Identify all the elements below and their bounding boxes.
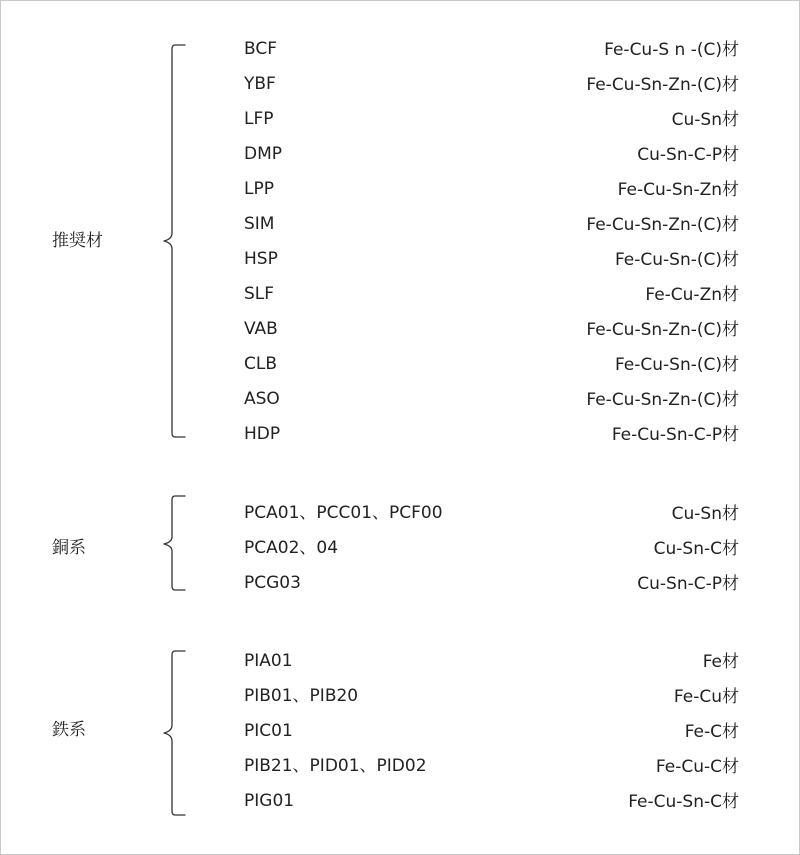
- product-code: HSP: [244, 249, 278, 269]
- product-code: PIB01、PIB20: [244, 686, 359, 706]
- material-composition: Fe-Cu-Sn-C材: [628, 792, 739, 812]
- material-composition: Cu-Sn-C-P材: [637, 574, 739, 594]
- product-code: CLB: [244, 354, 278, 374]
- product-code: PIC01: [244, 721, 293, 741]
- material-composition: Fe-Cu-C材: [655, 757, 739, 777]
- material-composition: Fe-Cu-Sn-Zn-(C)材: [586, 320, 739, 340]
- material-composition: Fe-C材: [684, 722, 739, 742]
- group-label: 銅系: [52, 538, 86, 558]
- product-code: HDP: [244, 424, 281, 444]
- product-code: PCA01、PCC01、PCF00: [244, 503, 443, 523]
- product-code: LFP: [244, 109, 274, 129]
- product-code: DMP: [244, 144, 283, 164]
- material-composition: Cu-Sn-C-P材: [637, 145, 739, 165]
- product-code: SIM: [244, 214, 275, 234]
- material-composition: Fe-Cu-S n -(C)材: [604, 40, 739, 60]
- material-composition: Fe-Cu-Sn-Zn-(C)材: [586, 390, 739, 410]
- material-composition: Cu-Sn材: [671, 110, 739, 130]
- product-code: YBF: [244, 74, 276, 94]
- material-composition: Fe材: [702, 652, 739, 672]
- product-code: PIA01: [244, 651, 293, 671]
- group-label: 推奨材: [52, 231, 103, 251]
- product-code: LPP: [244, 179, 274, 199]
- material-composition: Fe-Cu-Sn-(C)材: [614, 355, 739, 375]
- product-code: BCF: [244, 39, 278, 59]
- material-composition: Fe-Cu-Zn材: [645, 285, 739, 305]
- product-code: PCA02、04: [244, 538, 339, 558]
- material-composition: Fe-Cu-Sn-Zn-(C)材: [586, 215, 739, 235]
- product-code: VAB: [244, 319, 278, 339]
- material-composition: Fe-Cu-Sn-C-P材: [611, 425, 739, 445]
- material-composition: Fe-Cu材: [673, 687, 739, 707]
- table-row: [1, 573, 799, 618]
- group-label: 鉄系: [52, 720, 86, 740]
- material-composition: Fe-Cu-Sn-(C)材: [614, 250, 739, 270]
- table-row: [1, 791, 799, 836]
- product-code: PIG01: [244, 791, 295, 811]
- material-composition: Cu-Sn-C材: [653, 539, 739, 559]
- product-code: SLF: [244, 284, 275, 304]
- product-code: PCG03: [244, 573, 301, 593]
- material-composition: Fe-Cu-Sn-Zn-(C)材: [586, 75, 739, 95]
- table-row: [1, 424, 799, 469]
- material-composition: Cu-Sn材: [671, 504, 739, 524]
- product-code: ASO: [244, 389, 280, 409]
- table-row: [1, 686, 799, 731]
- product-code: PIB21、PID01、PID02: [244, 756, 427, 776]
- material-composition: Fe-Cu-Sn-Zn材: [617, 180, 739, 200]
